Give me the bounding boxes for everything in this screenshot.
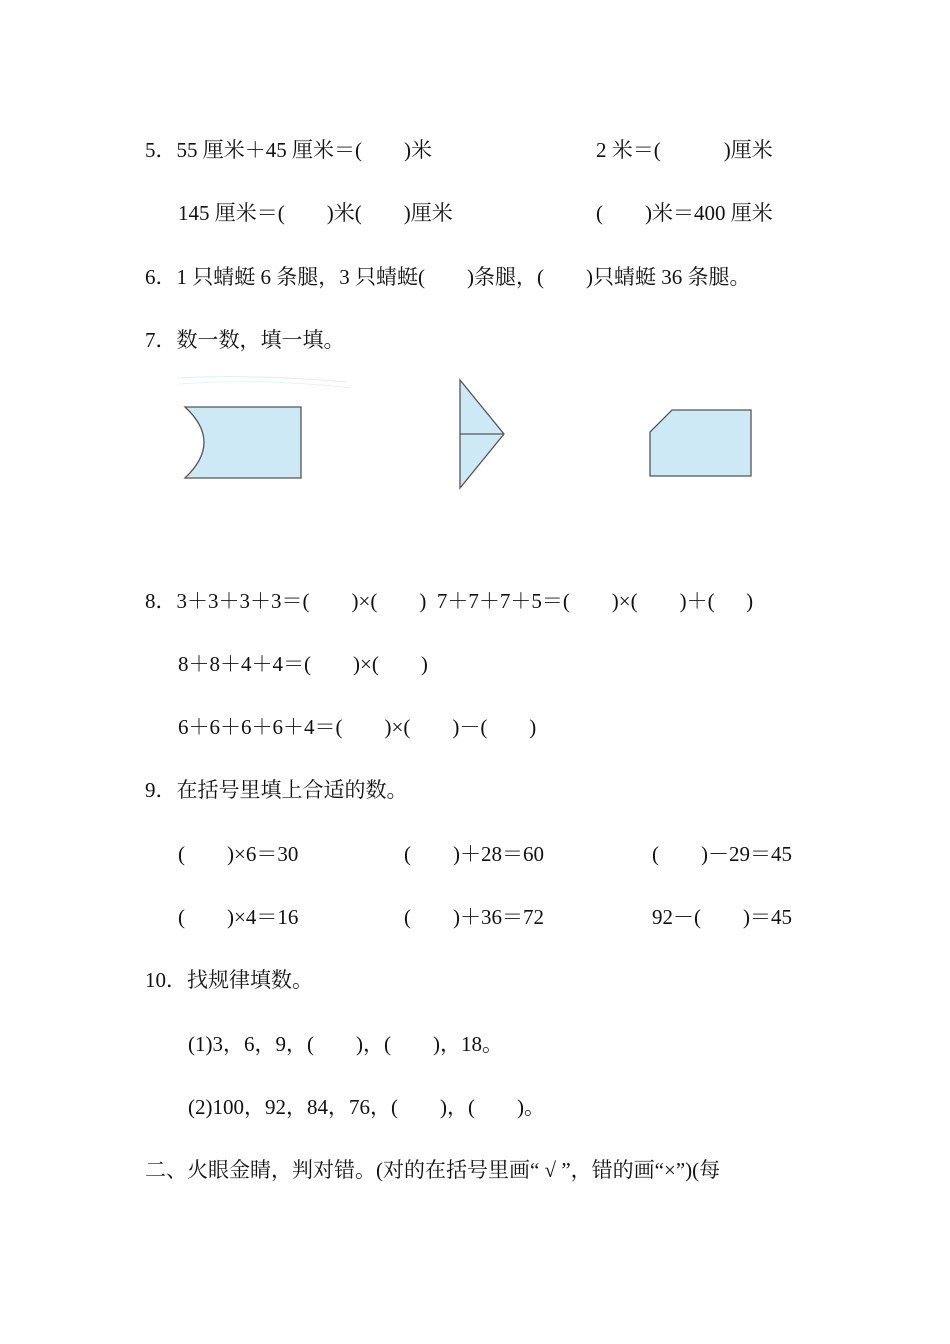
shape-concave-rectangle <box>175 372 355 492</box>
q10-title: 10．找规律填数。 <box>145 968 313 992</box>
q5-line2-right: ( )米＝400 厘米 <box>596 201 773 225</box>
q5-line1-right: 2 米＝( )厘米 <box>596 138 773 162</box>
q9-title: 9．在括号里填上合适的数。 <box>145 778 408 802</box>
shape-split-triangle <box>450 374 514 494</box>
q7-title: 7．数一数，填一填。 <box>145 328 345 352</box>
q10-item2: (2)100，92，84，76，( )，( )。 <box>188 1095 545 1119</box>
q6-text: 6．1 只蜻蜓 6 条腿，3 只蜻蜓( )条腿，( )只蜻蜓 36 条腿。 <box>145 265 751 289</box>
q9-row1-col2: ( )＋28＝60 <box>404 842 544 866</box>
q9-row1-col1: ( )×6＝30 <box>178 842 299 866</box>
q8-line2: 8＋8＋4＋4＝( )×( ) <box>178 652 428 676</box>
q8-line3: 6＋6＋6＋6＋4＝( )×( )－( ) <box>178 715 537 739</box>
q9-row1-col3: ( )－29＝45 <box>652 842 792 866</box>
q9-row2-col2: ( )＋36＝72 <box>404 905 544 929</box>
q9-row2-col3: 92－( )＝45 <box>652 905 792 929</box>
q5-line1-left: 5．55 厘米＋45 厘米＝( )米 <box>145 138 432 162</box>
section2-heading: 二、火眼金睛，判对错。(对的在括号里画“ √ ”，错的画“×”)(每 <box>145 1158 721 1182</box>
q8-line1: 8．3＋3＋3＋3＝( )×( ) 7＋7＋7＋5＝( )×( )＋( ) <box>145 589 754 613</box>
shape-cut-corner-rectangle <box>645 404 757 484</box>
q5-line2-left: 145 厘米＝( )米( )厘米 <box>178 201 453 225</box>
q9-row2-col1: ( )×4＝16 <box>178 905 299 929</box>
q10-item1: (1)3，6，9，( )，( )，18。 <box>188 1032 503 1056</box>
